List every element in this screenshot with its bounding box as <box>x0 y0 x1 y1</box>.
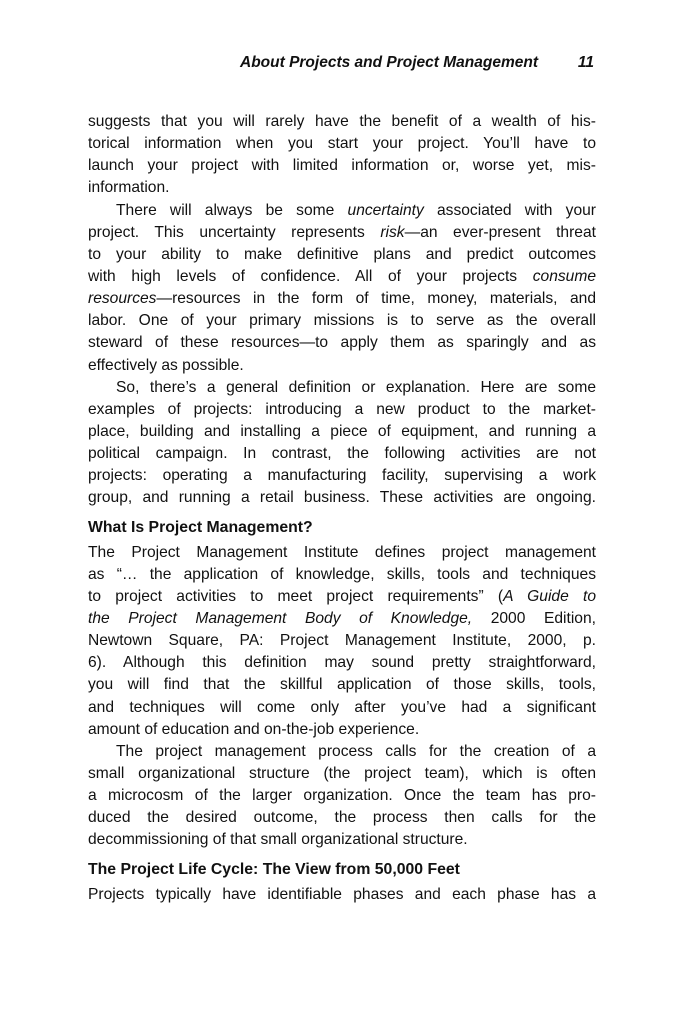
page-body <box>88 111 596 906</box>
text-line: suggests that you will rarely have the benefit of a wealth of his- <box>88 113 596 130</box>
text-line: amount of education and on-the-job experience. <box>88 720 420 738</box>
section-heading: What Is Project Management? <box>88 518 313 536</box>
section-heading: The Project Life Cycle: The View from 50,000 Feet <box>88 860 460 878</box>
text-line: The project management process calls for the creation of a <box>116 742 596 760</box>
text-line: to your ability to make definitive plans and predict outcomes <box>88 245 596 263</box>
text-line: with high levels of confidence. All of your projects consume <box>88 267 596 285</box>
paragraph <box>88 741 596 852</box>
text-line: There will always be some uncertainty associated with your <box>116 201 596 219</box>
text-line: Projects typically have identifiable phases and each phase has a <box>88 885 596 903</box>
text-line: you will find that the skillful application of those skills, tools, <box>88 676 596 694</box>
paragraph <box>88 377 596 510</box>
text-line: and techniques will come only after you’ve had a significant <box>88 698 596 716</box>
text-line: group, and running a retail business. These activities are ongoing. <box>88 489 596 507</box>
text-line: small organizational structure (the project team), which is often <box>88 764 596 782</box>
paragraph <box>88 111 596 200</box>
text-line: torical information when you start your project. You’ll have to <box>88 135 596 153</box>
text-line: projects: operating a manufacturing facility, supervising a work <box>88 467 596 485</box>
text-line: as “… the application of knowledge, skills, tools and techniques <box>88 565 596 583</box>
text-line: launch your project with limited information or, worse yet, mis- <box>88 157 596 175</box>
text-line: Newtown Square, PA: Project Management Institute, 2000, p. <box>88 632 596 650</box>
text-line: the Project Management Body of Knowledge, 2000 Edition, <box>88 609 596 627</box>
text-line: So, there’s a general definition or explanation. Here are some <box>116 378 596 396</box>
running-header <box>88 54 594 76</box>
text-line: examples of projects: introducing a new product to the market- <box>88 400 596 418</box>
text-line: a microcosm of the larger organization. Once the team has pro- <box>88 787 596 805</box>
text-line: 6). Although this definition may sound pretty straightforward, <box>88 654 596 672</box>
text-line: labor. One of your primary missions is to serve as the overall <box>88 312 596 330</box>
page-number: 11 <box>577 54 594 71</box>
text-line: steward of these resources—to apply them as sparingly and as <box>88 334 596 352</box>
text-line: political campaign. In contrast, the following activities are not <box>88 445 596 463</box>
text-line: information. <box>88 179 170 197</box>
emphasis: the Project Management Body of Knowledge, <box>88 609 473 627</box>
paragraph <box>88 884 596 906</box>
text-line: effectively as possible. <box>88 356 244 374</box>
paragraph <box>88 542 596 741</box>
text-line: resources—resources in the form of time, money, materials, and <box>88 290 596 308</box>
emphasis: A Guide to <box>503 587 596 605</box>
paragraph <box>88 200 596 377</box>
text-line: decommissioning of that small organizational structure. <box>88 831 468 849</box>
emphasis: consume <box>532 267 596 285</box>
emphasis: risk <box>380 223 405 241</box>
text-line: The Project Management Institute defines project management <box>88 543 596 561</box>
emphasis: uncertainty <box>347 201 424 219</box>
text-line: duced the desired outcome, the process then calls for the <box>88 809 596 827</box>
text-line: place, building and installing a piece of equipment, and running a <box>88 422 596 440</box>
text-line: to project activities to meet project requirements” (A Guide to <box>88 587 596 605</box>
text-line: project. This uncertainty represents risk—an ever-present threat <box>88 223 596 241</box>
emphasis: resources <box>88 290 157 308</box>
running-head-title: About Projects and Project Management <box>240 54 538 71</box>
